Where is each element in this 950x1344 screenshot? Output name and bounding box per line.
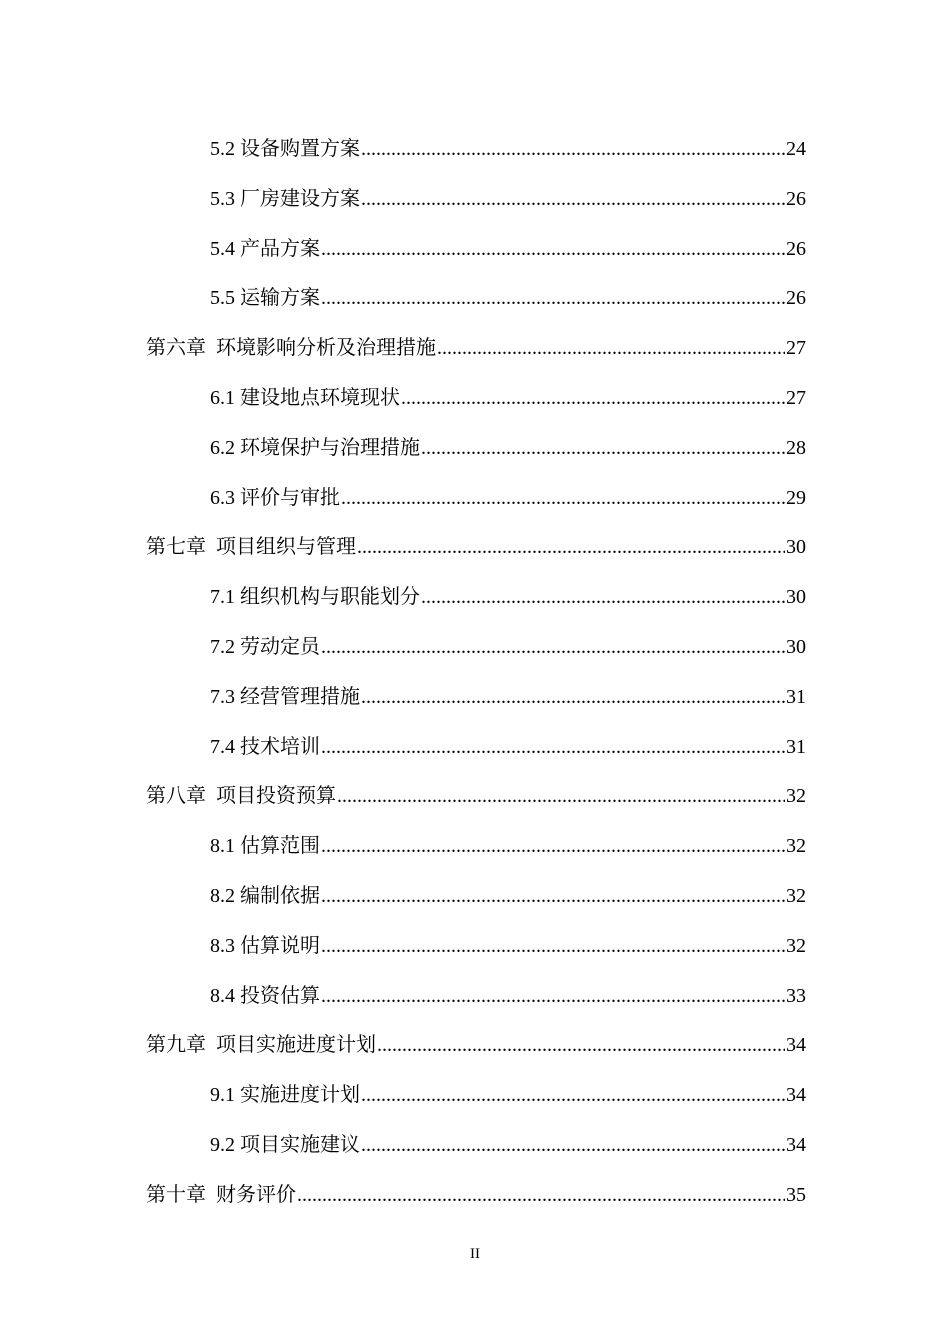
toc-entry-title — [210, 673, 361, 723]
toc-page-number: 32 — [786, 835, 806, 858]
toc-page-number: 26 — [786, 237, 806, 260]
toc-dot-leader — [377, 1021, 785, 1071]
toc-dot-leader — [361, 125, 785, 175]
toc-entry-title — [210, 623, 321, 673]
toc-entry-label: 5.4 产品方案 — [210, 237, 320, 260]
toc-section-entry[interactable] — [146, 125, 806, 175]
toc-entry-label: 7.1 组织机构与职能划分 — [210, 586, 420, 609]
toc-entry-title — [146, 1171, 297, 1221]
toc-dot-leader — [321, 274, 785, 324]
toc-page-number: 29 — [786, 486, 806, 509]
toc-entry-label: 8.2 编制依据 — [210, 884, 320, 907]
toc-chapter-number: 第八章 — [146, 785, 206, 808]
toc-dot-leader — [357, 523, 785, 573]
toc-entry-label: 项目实施进度计划 — [216, 1034, 376, 1057]
toc-dot-leader — [341, 474, 785, 524]
toc-chapter-entry[interactable] — [146, 772, 806, 822]
toc-dot-leader — [361, 1071, 785, 1121]
toc-entry-label: 8.4 投资估算 — [210, 984, 320, 1007]
toc-chapter-entry[interactable] — [146, 1171, 806, 1221]
toc-entry-title — [210, 922, 321, 972]
toc-page-number: 32 — [786, 884, 806, 907]
toc-section-entry[interactable] — [146, 175, 806, 225]
toc-dot-leader — [321, 623, 785, 673]
toc-entry-title — [146, 772, 337, 822]
toc-page-number: 35 — [786, 1183, 806, 1206]
toc-entry-label: 8.3 估算说明 — [210, 934, 320, 957]
toc-chapter-number: 第七章 — [146, 536, 206, 559]
toc-page-number: 24 — [786, 138, 806, 160]
toc-entry-label: 7.3 经营管理措施 — [210, 685, 360, 708]
toc-section-entry[interactable] — [146, 972, 806, 1022]
toc-entry-title — [210, 424, 421, 474]
toc-page-number: 32 — [786, 934, 806, 957]
toc-entry-label: 项目投资预算 — [216, 785, 336, 808]
toc-entry-label: 项目组织与管理 — [216, 536, 356, 559]
table-of-contents — [146, 125, 806, 1221]
toc-entry-title — [146, 1021, 377, 1071]
toc-entry-title — [210, 1071, 361, 1121]
toc-dot-leader — [337, 772, 785, 822]
toc-section-entry[interactable] — [146, 225, 806, 275]
toc-entry-title — [210, 573, 421, 623]
toc-dot-leader — [361, 673, 785, 723]
toc-section-entry[interactable] — [146, 673, 806, 723]
toc-entry-label: 财务评价 — [216, 1183, 296, 1206]
toc-entry-label: 9.1 实施进度计划 — [210, 1084, 360, 1107]
toc-page-number: 28 — [786, 436, 806, 459]
toc-section-entry[interactable] — [146, 922, 806, 972]
toc-page-number: 30 — [786, 586, 806, 609]
toc-entry-label: 7.4 技术培训 — [210, 735, 320, 758]
toc-dot-leader — [437, 324, 785, 374]
toc-section-entry[interactable] — [146, 872, 806, 922]
toc-entry-title — [210, 822, 321, 872]
toc-entry-label: 5.2 设备购置方案 — [210, 138, 360, 160]
toc-chapter-entry[interactable] — [146, 324, 806, 374]
toc-entry-label: 6.2 环境保护与治理措施 — [210, 436, 420, 459]
toc-entry-title — [210, 374, 401, 424]
toc-entry-label: 5.5 运输方案 — [210, 287, 320, 310]
toc-dot-leader — [321, 872, 785, 922]
toc-section-entry[interactable] — [146, 274, 806, 324]
toc-page-number: 26 — [786, 287, 806, 310]
toc-entry-title — [210, 972, 321, 1022]
toc-dot-leader — [321, 822, 785, 872]
toc-chapter-number: 第六章 — [146, 337, 206, 360]
toc-dot-leader — [321, 723, 785, 773]
toc-entry-title — [210, 175, 361, 225]
toc-entry-label: 6.3 评价与审批 — [210, 486, 340, 509]
toc-entry-label: 5.3 厂房建设方案 — [210, 187, 360, 210]
toc-dot-leader — [321, 225, 785, 275]
toc-entry-title — [210, 125, 361, 175]
toc-page-number: 32 — [786, 785, 806, 808]
toc-dot-leader — [421, 424, 785, 474]
toc-entry-title — [210, 225, 321, 275]
toc-dot-leader — [401, 374, 785, 424]
toc-chapter-entry[interactable] — [146, 523, 806, 573]
toc-entry-title — [210, 872, 321, 922]
toc-entry-label: 8.1 估算范围 — [210, 835, 320, 858]
toc-chapter-entry[interactable] — [146, 1021, 806, 1071]
page-number: II — [470, 1246, 480, 1262]
toc-dot-leader — [297, 1171, 785, 1221]
toc-entry-label: 7.2 劳动定员 — [210, 635, 320, 658]
toc-entry-title — [210, 1121, 361, 1171]
toc-section-entry[interactable] — [146, 822, 806, 872]
toc-dot-leader — [361, 175, 785, 225]
toc-chapter-number: 第九章 — [146, 1034, 206, 1057]
toc-page-number: 33 — [786, 984, 806, 1007]
toc-section-entry[interactable] — [146, 623, 806, 673]
toc-page-number: 31 — [786, 735, 806, 758]
toc-section-entry[interactable] — [146, 1071, 806, 1121]
toc-entry-title — [210, 474, 341, 524]
toc-section-entry[interactable] — [146, 723, 806, 773]
toc-page-number: 27 — [786, 337, 806, 360]
toc-section-entry[interactable] — [146, 573, 806, 623]
toc-entry-title — [146, 523, 357, 573]
toc-entry-title — [210, 723, 321, 773]
toc-section-entry[interactable] — [146, 1121, 806, 1171]
toc-dot-leader — [321, 972, 785, 1022]
toc-entry-label: 9.2 项目实施建议 — [210, 1133, 360, 1156]
toc-page-number: 30 — [786, 536, 806, 559]
toc-chapter-number: 第十章 — [146, 1183, 206, 1206]
toc-page-number: 34 — [786, 1084, 806, 1107]
toc-page-number: 31 — [786, 685, 806, 708]
toc-page-number: 30 — [786, 635, 806, 658]
toc-page-number: 34 — [786, 1133, 806, 1156]
toc-dot-leader — [361, 1121, 785, 1171]
toc-page-number: 34 — [786, 1034, 806, 1057]
toc-dot-leader — [421, 573, 785, 623]
toc-entry-title — [146, 324, 437, 374]
toc-entry-label: 6.1 建设地点环境现状 — [210, 386, 400, 409]
toc-entry-label: 环境影响分析及治理措施 — [216, 337, 436, 360]
toc-section-entry[interactable] — [146, 424, 806, 474]
toc-page-number: 26 — [786, 187, 806, 210]
toc-section-entry[interactable] — [146, 474, 806, 524]
toc-page-number: 27 — [786, 386, 806, 409]
toc-entry-title — [210, 274, 321, 324]
toc-dot-leader — [321, 922, 785, 972]
toc-section-entry[interactable] — [146, 374, 806, 424]
